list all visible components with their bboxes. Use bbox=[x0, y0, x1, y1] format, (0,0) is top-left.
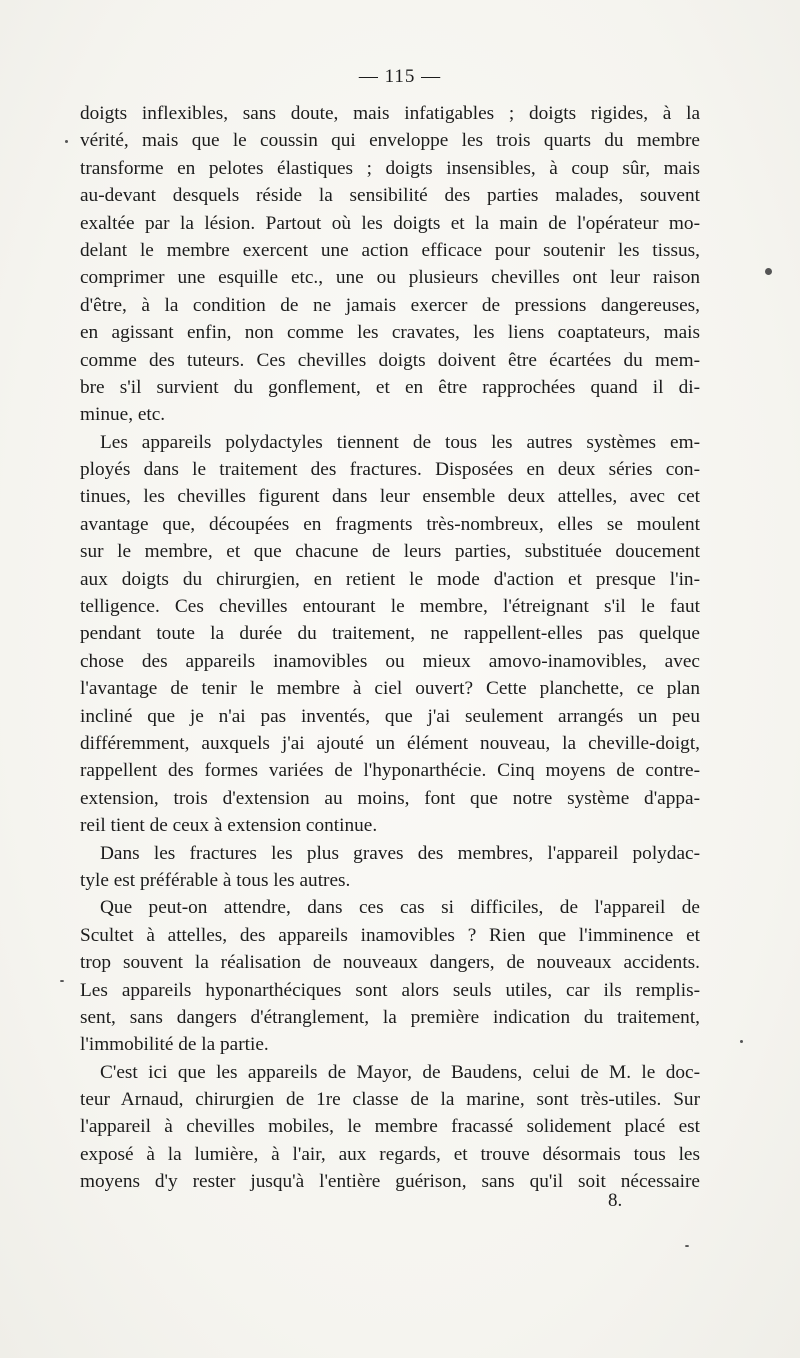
signature-mark: 8. bbox=[608, 1190, 623, 1211]
text-line: Les appareils hyponarthéciques sont alors seuls utiles, car ils remplis- bbox=[80, 979, 700, 1001]
text-line: avantage que, découpées en fragments très-nombreux, elles se moulent bbox=[80, 513, 700, 535]
text-line: reil tient de ceux à extension continue. bbox=[80, 815, 378, 837]
text-line: différemment, auxquels j'ai ajouté un élément nouveau, la cheville-doigt, bbox=[80, 732, 700, 754]
text-line: l'appareil à chevilles mobiles, le membre fracassé solidement placé est bbox=[80, 1116, 700, 1138]
text-line: aux doigts du chirurgien, en retient le mode d'action et presque l'in- bbox=[80, 568, 700, 590]
scan-speck bbox=[685, 1245, 689, 1247]
text-line: telligence. Ces chevilles entourant le membre, l'étreignant s'il le faut bbox=[80, 596, 700, 618]
text-line: bre s'il survient du gonflement, et en être rapprochées quand il di- bbox=[80, 376, 700, 398]
text-line: extension, trois d'extension au moins, font que notre système d'appa- bbox=[80, 787, 700, 809]
scan-speck bbox=[740, 1040, 743, 1043]
page-number: — 115 — bbox=[358, 66, 442, 87]
text-line: incliné que je n'ai pas inventés, que j'ai seulement arrangés un peu bbox=[80, 705, 700, 727]
text-line: comme des tuteurs. Ces chevilles doigts doivent être écartées du mem- bbox=[80, 349, 700, 371]
scan-speck bbox=[60, 980, 64, 982]
scan-speck bbox=[65, 140, 68, 143]
text-line: tinues, les chevilles figurent dans leur ensemble deux attelles, avec cet bbox=[80, 486, 700, 508]
text-line: C'est ici que les appareils de Mayor, de Baudens, celui de M. le doc- bbox=[100, 1061, 700, 1083]
scan-speck bbox=[765, 268, 772, 275]
text-line: ployés dans le traitement des fractures. Disposées en deux séries con- bbox=[80, 459, 700, 481]
text-line: minue, etc. bbox=[80, 404, 166, 426]
paragraph bbox=[80, 429, 700, 840]
text-line: trop souvent la réalisation de nouveaux dangers, de nouveaux accidents. bbox=[80, 952, 700, 974]
text-line: d'être, à la condition de ne jamais exercer de pressions dangereuses, bbox=[80, 294, 700, 316]
paragraph bbox=[80, 840, 700, 895]
text-line: transforme en pelotes élastiques ; doigts insensibles, à coup sûr, mais bbox=[80, 157, 700, 179]
text-line: au-devant desquels réside la sensibilité des parties malades, souvent bbox=[80, 185, 700, 207]
text-line: en agissant enfin, non comme les cravates, les liens coaptateurs, mais bbox=[80, 322, 700, 344]
text-line: exposé à la lumière, à l'air, aux regards, et trouve désormais tous les bbox=[80, 1143, 700, 1165]
text-line: doigts inflexibles, sans doute, mais infatigables ; doigts rigides, à la bbox=[80, 103, 700, 124]
text-line: vérité, mais que le coussin qui enveloppe les trois quarts du membre bbox=[80, 130, 700, 152]
text-line: l'immobilité de la partie. bbox=[80, 1034, 269, 1056]
text-line: delant le membre exercent une action efficace pour soutenir les tissus, bbox=[80, 239, 700, 261]
text-line: pendant toute la durée du traitement, ne rappellent-elles pas quelque bbox=[80, 623, 700, 645]
text-line: moyens d'y rester jusqu'à l'entière guérison, sans qu'il soit nécessaire bbox=[80, 1171, 700, 1193]
paragraph bbox=[80, 100, 700, 429]
text-line: sur le membre, et que chacune de leurs parties, substituée doucement bbox=[80, 541, 700, 563]
text-line: l'avantage de tenir le membre à ciel ouvert? Cette planchette, ce plan bbox=[80, 678, 700, 700]
text-line: tyle est préférable à tous les autres. bbox=[80, 869, 351, 891]
paragraph bbox=[80, 894, 700, 1058]
paragraph bbox=[80, 1059, 700, 1196]
text-line: Que peut-on attendre, dans ces cas si difficiles, de l'appareil de bbox=[100, 897, 700, 919]
text-line: teur Arnaud, chirurgien de 1re classe de la marine, sont très-utiles. Sur bbox=[80, 1089, 700, 1111]
body-text bbox=[80, 100, 700, 1196]
text-line: chose des appareils inamovibles ou mieux amovo-inamovibles, avec bbox=[80, 650, 700, 672]
text-line: exaltée par la lésion. Partout où les doigts et la main de l'opérateur mo- bbox=[80, 212, 700, 234]
text-line: Scultet à attelles, des appareils inamovibles ? Rien que l'imminence et bbox=[80, 924, 700, 946]
text-line: Les appareils polydactyles tiennent de tous les autres systèmes em- bbox=[100, 431, 700, 453]
text-line: comprimer une esquille etc., une ou plusieurs chevilles ont leur raison bbox=[80, 267, 700, 289]
text-line: sent, sans dangers d'étranglement, la première indication du traitement, bbox=[80, 1006, 700, 1028]
text-line: Dans les fractures les plus graves des membres, l'appareil polydac- bbox=[100, 842, 700, 864]
text-line: rappellent des formes variées de l'hyponarthécie. Cinq moyens de contre- bbox=[80, 760, 700, 782]
